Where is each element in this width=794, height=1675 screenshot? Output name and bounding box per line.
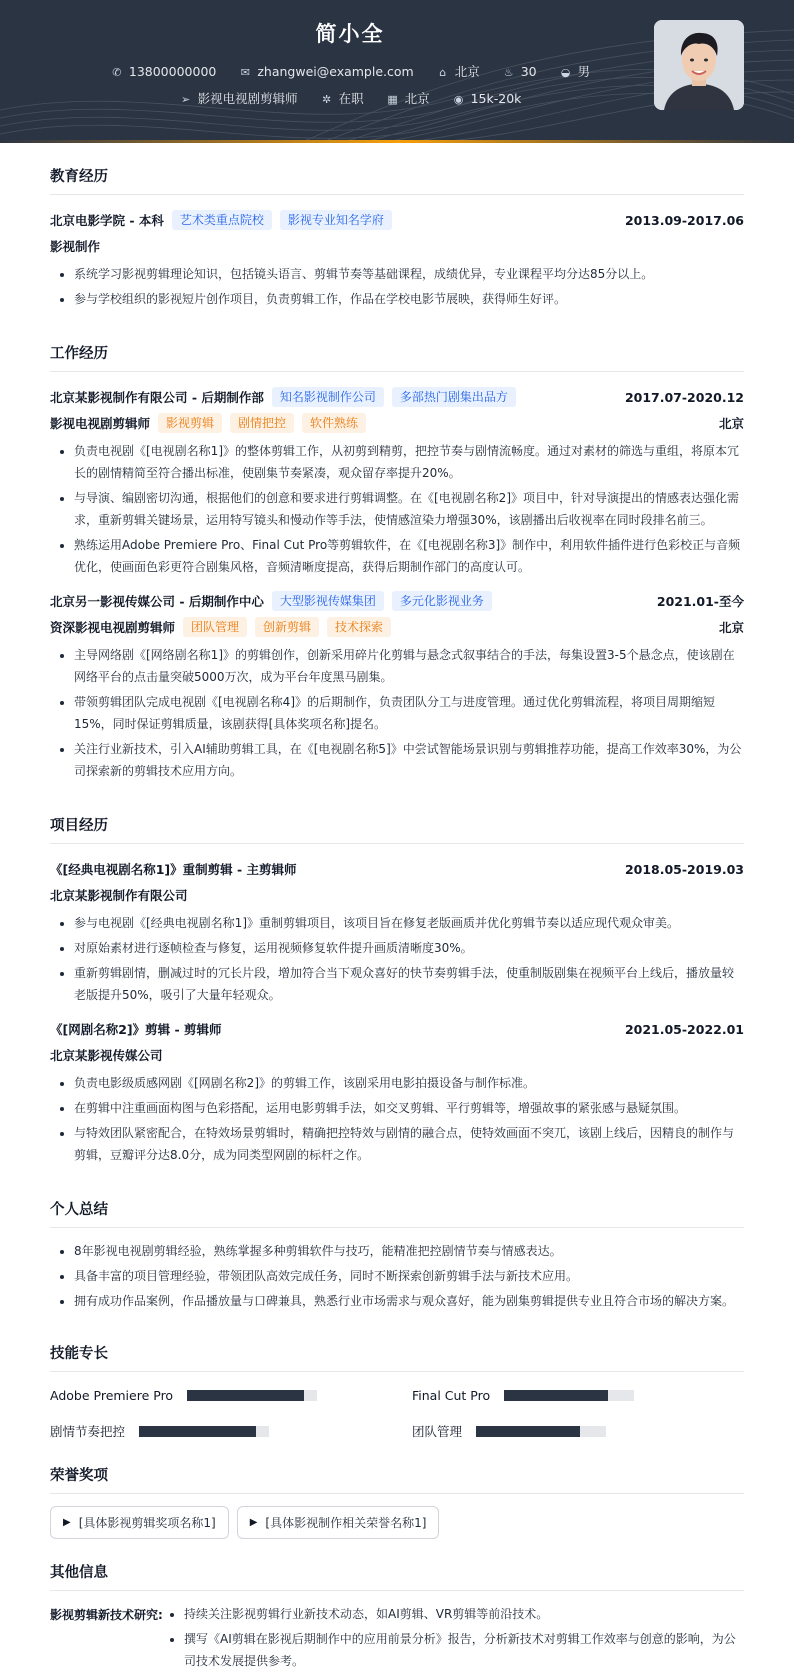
- major: 影视制作: [50, 239, 101, 254]
- role-tag: 团队管理: [183, 617, 247, 637]
- list-item: • 持续关注影视剪辑行业新技术动态，如AI剪辑、VR剪辑等前沿技术。: [184, 1603, 744, 1625]
- gender-item: [559, 62, 591, 80]
- skill-bar-track: [139, 1426, 269, 1437]
- play-triangle-icon: ▶: [249, 1517, 258, 1528]
- list-item: • 带领剪辑团队完成电视剧《[电视剧名称4]》的后期制作，负责团队分工与进度管理。通过优化剪辑流程，将项目周期缩短15%，同时保证剪辑质量，该剧获得[具体奖项名称]提名。: [74, 691, 744, 735]
- skill-name: Adobe Premiere Pro: [50, 1387, 174, 1403]
- cake-icon: ♨: [503, 66, 514, 79]
- list-item: • 熟练运用Adobe Premiere Pro、Final Cut Pro等剪辑软件，在《[电视剧名称3]》制作中，利用软件插件进行色彩校正与音频优化，使画面色彩更符合剧集风格，音频清晰度提高，获得后期制作部门的高度认可。: [74, 534, 744, 578]
- status-item: [320, 89, 364, 107]
- list-item: • 与特效团队紧密配合，在特效场景剪辑时，精确把控特效与剧情的融合点，使特效画面不突兀，该剧上线后，因精良的制作与剪辑，豆瓣评分达8.0分，成为同类型网剧的标杆之作。: [74, 1122, 744, 1166]
- education-entry: [50, 207, 744, 310]
- resume-body: [0, 143, 794, 1675]
- play-triangle-icon: ▶: [63, 1517, 71, 1528]
- phone-item: [110, 64, 216, 79]
- status-icon: ✲: [321, 93, 332, 106]
- work-location: 北京: [718, 620, 744, 635]
- skill-bar-track: [476, 1426, 606, 1437]
- phone-icon: ✆: [112, 66, 122, 79]
- header-accent-line: [0, 140, 794, 143]
- job-intent-row: [0, 89, 700, 107]
- skill-item: [50, 1384, 382, 1406]
- award-label: [具体影视剪辑奖项名称1]: [78, 1516, 216, 1530]
- skill-item: [412, 1384, 744, 1406]
- salary-value: 15k-20k: [470, 91, 522, 106]
- status-value: 在职: [338, 91, 364, 106]
- role-tag: 软件熟练: [302, 413, 366, 433]
- company-tag: 多元化影视业务: [392, 591, 492, 611]
- education-section-title: 教育经历: [50, 143, 744, 195]
- other-section-title: 其他信息: [50, 1539, 744, 1591]
- skill-bar-fill: [187, 1390, 304, 1401]
- skill-bar-fill: [476, 1426, 580, 1437]
- list-item: • 参与学校组织的影视短片创作项目，负责剪辑工作，作品在学校电影节展映，获得师生好评。: [74, 288, 744, 310]
- role-title: 资深影视电视剧剪辑师: [50, 620, 176, 635]
- work-entry: [50, 588, 744, 782]
- city-value: 北京: [404, 91, 430, 106]
- company-name: 北京另一影视传媒公司 - 后期制作中心: [50, 594, 264, 609]
- project-bullets: [50, 1072, 744, 1166]
- work-period: 2017.07-2020.12: [624, 389, 744, 405]
- work-section-title: 工作经历: [50, 320, 744, 372]
- work-location: 北京: [718, 416, 744, 431]
- list-item: • 对原始素材进行逐帧检查与修复，运用视频修复软件提升画质清晰度30%。: [74, 937, 744, 959]
- list-item: • 系统学习影视剪辑理论知识，包括镜头语言、剪辑节奏等基础课程，成绩优异，专业课程平均分达85分以上。: [74, 263, 744, 285]
- award-item[interactable]: [50, 1506, 229, 1539]
- mail-icon: ✉: [240, 66, 250, 79]
- project-org: 北京某影视制作有限公司: [50, 888, 188, 903]
- age-value: 30: [520, 64, 537, 79]
- project-header: [50, 856, 744, 882]
- awards-list: [50, 1506, 744, 1539]
- role-tag: 剧情把控: [230, 413, 294, 433]
- salary-item: [452, 91, 522, 106]
- phone-value: 13800000000: [128, 64, 217, 79]
- hometown-value: 北京: [454, 64, 480, 79]
- company-tag: 知名影视制作公司: [272, 387, 384, 407]
- list-item: • 重新剪辑剧情，删减过时的冗长片段，增加符合当下观众喜好的快节奏剪辑手法，使重制版剧集在视频平台上线后，播放量较老版提升50%，吸引了大量年轻观众。: [74, 962, 744, 1006]
- gender-value: 男: [577, 64, 591, 79]
- education-header: [50, 207, 744, 233]
- other-label: 影视剪辑新技术研究:: [50, 1608, 163, 1622]
- gender-icon: ◒: [560, 66, 571, 79]
- project-org: 北京某影视传媒公司: [50, 1048, 163, 1063]
- project-header: [50, 1016, 744, 1042]
- role-tag: 技术探索: [327, 617, 391, 637]
- skill-name: 剧情节奏把控: [50, 1424, 126, 1439]
- projects-section-title: 项目经历: [50, 792, 744, 844]
- skill-bar-track: [187, 1390, 317, 1401]
- list-item: • 具备丰富的项目管理经验，带领团队高效完成任务，同时不断探索创新剪辑手法与新技术应用。: [74, 1265, 744, 1287]
- skills-grid: [50, 1384, 744, 1442]
- summary-bullets: [50, 1240, 744, 1312]
- project-entry: [50, 856, 744, 1006]
- list-item: • 主导网络剧《[网络剧名称1]》的剪辑创作，创新采用碎片化剪辑与悬念式叙事结合的手法，每集设置3-5个悬念点，使该剧在网络平台的点击量突破5000万次，成为平台年度黑马剧集。: [74, 644, 744, 688]
- school-name: 北京电影学院 - 本科: [50, 213, 164, 228]
- project-name: 《[网剧名称2]》剪辑 - 剪辑师: [50, 1022, 222, 1037]
- school-tag: 影视专业知名学府: [280, 210, 392, 230]
- project-period: 2021.05-2022.01: [624, 1021, 744, 1037]
- list-item: • 关注行业新技术，引入AI辅助剪辑工具，在《[电视剧名称5]》中尝试智能场景识别与剪辑推荐功能，提高工作效率30%，为公司探索新的剪辑技术应用方向。: [74, 738, 744, 782]
- project-bullets: [50, 912, 744, 1006]
- send-icon: ➢: [180, 93, 191, 106]
- project-name: 《[经典电视剧名称1]》重制剪辑 - 主剪辑师: [50, 862, 297, 877]
- city-item: [386, 89, 430, 107]
- skill-name: Final Cut Pro: [412, 1387, 491, 1403]
- skill-bar-track: [504, 1390, 634, 1401]
- work-header: [50, 588, 744, 614]
- skill-bar-fill: [504, 1390, 608, 1401]
- contact-row: [0, 62, 700, 80]
- work-bullets: [50, 644, 744, 782]
- position-value: 影视电视剧剪辑师: [197, 91, 298, 106]
- school-tag: 艺术类重点院校: [172, 210, 272, 230]
- skills-section-title: 技能专长: [50, 1320, 744, 1372]
- avatar: [654, 20, 744, 110]
- list-item: • 在剪辑中注重画面构图与色彩搭配，运用电影剪辑手法，如交叉剪辑、平行剪辑等，增强故事的紧张感与悬疑氛围。: [74, 1097, 744, 1119]
- skill-item: [412, 1420, 744, 1442]
- company-tag: 大型影视传媒集团: [272, 591, 384, 611]
- role-title: 影视电视剧剪辑师: [50, 416, 151, 431]
- education-period: 2013.09-2017.06: [624, 212, 744, 228]
- award-item[interactable]: [237, 1506, 440, 1539]
- other-info: [50, 1603, 744, 1675]
- skill-name: 团队管理: [412, 1424, 463, 1439]
- skill-item: [50, 1420, 382, 1442]
- work-entry: [50, 384, 744, 578]
- awards-section-title: 荣誉奖项: [50, 1442, 744, 1494]
- money-icon: ◉: [453, 93, 464, 106]
- company-name: 北京某影视制作有限公司 - 后期制作部: [50, 390, 264, 405]
- portrait-photo: [654, 20, 744, 110]
- role-row: [50, 614, 744, 640]
- other-bullets: [168, 1603, 744, 1675]
- role-row: [50, 410, 744, 436]
- list-item: • 与导演、编剧密切沟通，根据他们的创意和要求进行剪辑调整。在《[电视剧名称2]》项目中，针对导演提出的情感表达强化需求，重新剪辑关键场景，运用特写镜头和慢动作等手法，使情感渲染力增强30%，该剧播出后收视率在同时段排名前三。: [74, 487, 744, 531]
- list-item: • 撰写《AI剪辑在影视后期制作中的应用前景分析》报告，分析新技术对剪辑工作效率与创意的影响，为公司技术发展提供参考。: [184, 1628, 744, 1672]
- work-bullets: [50, 440, 744, 578]
- building-icon: ▦: [387, 93, 398, 106]
- summary-section-title: 个人总结: [50, 1176, 744, 1228]
- hometown-item: [436, 62, 480, 80]
- project-period: 2018.05-2019.03: [624, 861, 744, 877]
- candidate-name: 简小全: [315, 22, 385, 46]
- work-header: [50, 384, 744, 410]
- email-value: zhangwei@example.com: [257, 64, 414, 79]
- project-entry: [50, 1016, 744, 1166]
- skill-bar-fill: [139, 1426, 256, 1437]
- list-item: • 拥有成功作品案例，作品播放量与口碑兼具，熟悉行业市场需求与观众喜好，能为剧集剪辑提供专业且符合市场的解决方案。: [74, 1290, 744, 1312]
- list-item: • 负责电影级质感网剧《[网剧名称2]》的剪辑工作，该剧采用电影拍摄设备与制作标准。: [74, 1072, 744, 1094]
- list-item: • 8年影视电视剧剪辑经验，熟练掌握多种剪辑软件与技巧，能精准把控剧情节奏与情感表达。: [74, 1240, 744, 1262]
- list-item: • 参与电视剧《[经典电视剧名称1]》重制剪辑项目，该项目旨在修复老版画质并优化剪辑节奏以适应现代观众审美。: [74, 912, 744, 934]
- home-icon: ⌂: [439, 66, 447, 79]
- resume-header: [0, 0, 794, 143]
- award-label: [具体影视制作相关荣誉名称1]: [265, 1516, 427, 1530]
- education-bullets: [50, 263, 744, 310]
- company-tag: 多部热门剧集出品方: [392, 387, 516, 407]
- list-item: • 负责电视剧《[电视剧名称1]》的整体剪辑工作，从初剪到精剪，把控节奏与剧情流畅度。通过对素材的筛选与重组，将原本冗长的剧情精简至符合播出标准，使剧集节奏紧凑，观众留存率提升20%。: [74, 440, 744, 484]
- work-period: 2021.01-至今: [656, 594, 744, 609]
- role-tag: 创新剪辑: [255, 617, 319, 637]
- email-item: [238, 64, 413, 79]
- age-item: [502, 64, 537, 79]
- position-item: [179, 89, 298, 107]
- role-tag: 影视剪辑: [158, 413, 222, 433]
